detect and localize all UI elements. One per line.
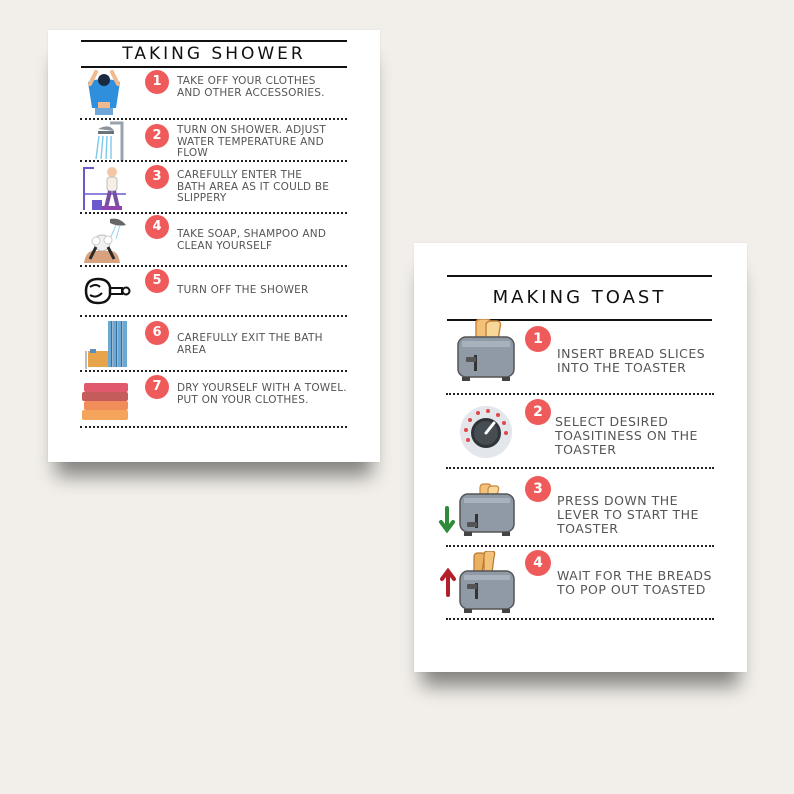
washing-hair-icon bbox=[80, 215, 128, 261]
toast-instructions-card bbox=[414, 243, 747, 672]
shower-step-text: TAKE OFF YOUR CLOTHES AND OTHER ACCESSORIES. bbox=[177, 75, 325, 99]
toaster-lever-down-icon bbox=[438, 480, 518, 544]
shower-step-text: DRY YOURSELF WITH A TOWEL. PUT ON YOUR CLOTHES. bbox=[177, 382, 347, 406]
shower-title-bar bbox=[81, 40, 347, 68]
dotted-divider bbox=[446, 393, 714, 395]
toast-step-text: WAIT FOR THE BREADS TO POP OUT TOASTED bbox=[557, 568, 712, 597]
toast-step-3 bbox=[414, 470, 747, 547]
shower-step-7 bbox=[48, 371, 380, 429]
toast-step-1 bbox=[414, 319, 747, 396]
step-number-badge: 5 bbox=[145, 269, 169, 293]
person-undressing-icon bbox=[80, 68, 128, 114]
dotted-divider bbox=[446, 467, 714, 469]
shower-step-4 bbox=[48, 215, 380, 267]
dotted-divider bbox=[80, 212, 347, 214]
step-number-badge: 3 bbox=[145, 165, 169, 189]
toast-step-text: INSERT BREAD SLICES INTO THE TOASTER bbox=[557, 346, 706, 375]
shower-title: TAKING SHOWER bbox=[122, 44, 306, 64]
shower-step-text: TAKE SOAP, SHAMPOO AND CLEAN YOURSELF bbox=[177, 228, 327, 252]
dotted-divider bbox=[446, 618, 714, 620]
toast-title-bar bbox=[447, 275, 712, 321]
step-number-badge: 4 bbox=[525, 550, 551, 576]
shower-instructions-card bbox=[48, 30, 380, 462]
toast-step-text: SELECT DESIRED TOASITINESS ON THE TOASTER bbox=[555, 414, 698, 457]
toaster-pop-up-icon bbox=[438, 551, 518, 615]
toast-title: MAKING TOAST bbox=[492, 287, 667, 308]
step-number-badge: 1 bbox=[525, 326, 551, 352]
shower-step-text: TURN OFF THE SHOWER bbox=[177, 284, 309, 296]
toast-step-2 bbox=[414, 396, 747, 470]
step-number-badge: 7 bbox=[145, 375, 169, 399]
shower-step-2 bbox=[48, 120, 380, 162]
toaster-with-bread-icon bbox=[454, 319, 534, 383]
shower-curtain-exit-icon bbox=[80, 319, 128, 365]
shower-knob-icon bbox=[80, 273, 128, 319]
step-number-badge: 1 bbox=[145, 70, 169, 94]
folded-towels-icon bbox=[80, 379, 128, 425]
dotted-divider bbox=[80, 426, 347, 428]
shower-step-1 bbox=[48, 66, 380, 120]
step-number-badge: 6 bbox=[145, 321, 169, 345]
shower-step-5 bbox=[48, 267, 380, 317]
shower-step-text: CAREFULLY EXIT THE BATH AREA bbox=[177, 332, 323, 356]
toast-step-4 bbox=[414, 547, 747, 621]
step-number-badge: 4 bbox=[145, 215, 169, 239]
shower-step-text: CAREFULLY ENTER THE BATH AREA AS IT COULD BE SLIPPERY bbox=[177, 169, 330, 204]
step-number-badge: 3 bbox=[525, 476, 551, 502]
shower-step-6 bbox=[48, 317, 380, 371]
step-number-badge: 2 bbox=[525, 399, 551, 425]
toast-step-text: PRESS DOWN THE LEVER TO START THE TOASTER bbox=[557, 493, 699, 536]
shower-step-3 bbox=[48, 162, 380, 215]
step-number-badge: 2 bbox=[145, 124, 169, 148]
person-entering-bath-icon bbox=[80, 164, 128, 210]
shower-step-text: TURN ON SHOWER. ADJUST WATER TEMPERATURE AND FLOW bbox=[177, 124, 327, 159]
